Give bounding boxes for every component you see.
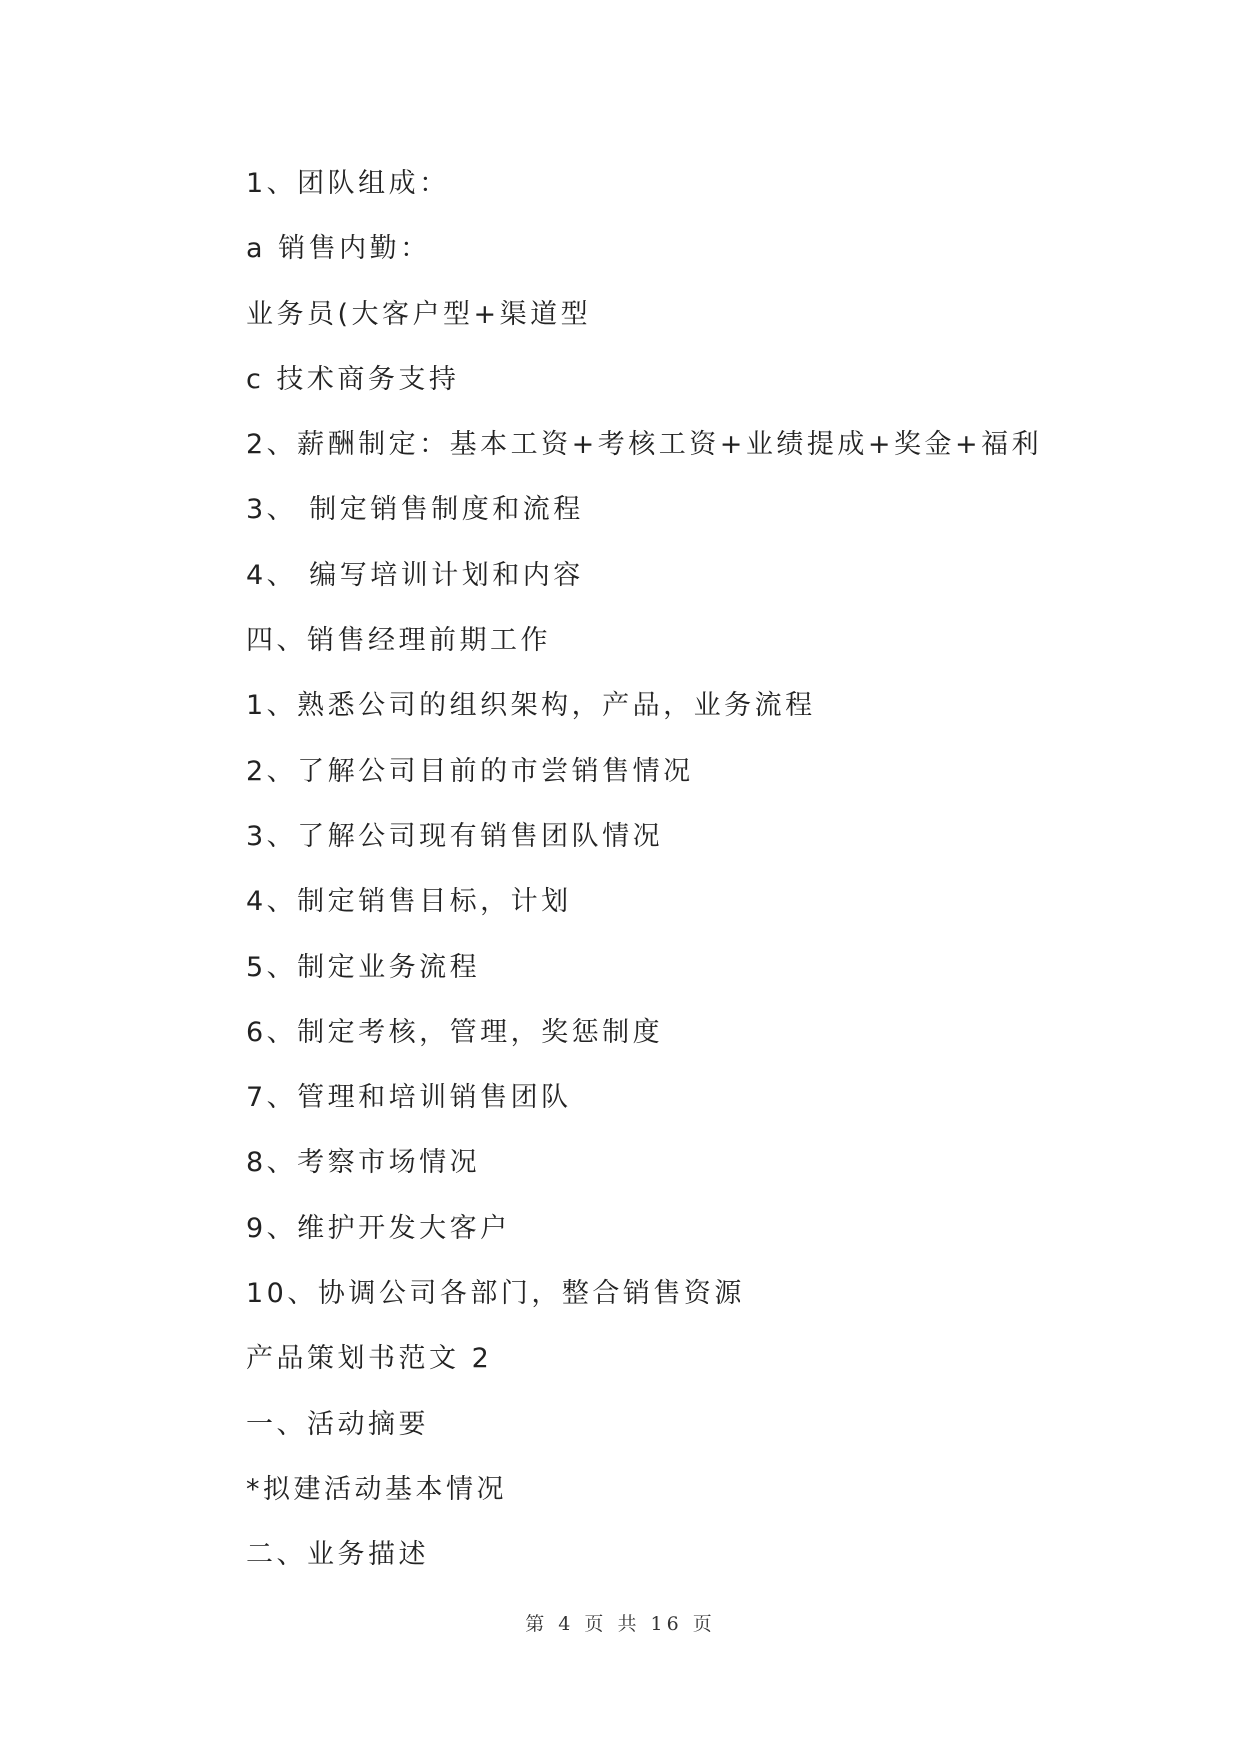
text-line: 5、制定业务流程 <box>246 951 481 983</box>
document-title: 产品策划书范文 2 <box>246 1343 493 1375</box>
text-line: 7、管理和培训销售团队 <box>246 1082 572 1114</box>
text-line: 4、 编写培训计划和内容 <box>246 559 584 591</box>
text-line: 2、了解公司目前的市尝销售情况 <box>246 755 694 787</box>
text-line: 4、制定销售目标，计划 <box>246 886 572 918</box>
text-line: 9、维护开发大客户 <box>246 1212 511 1244</box>
text-line: c 技术商务支持 <box>246 363 460 395</box>
document-body <box>246 158 1146 1595</box>
text-line: 2、薪酬制定：基本工资+考核工资+业绩提成+奖金+福利 <box>246 429 1043 461</box>
text-line: *拟建活动基本情况 <box>246 1473 507 1505</box>
section-heading: 一、活动摘要 <box>246 1408 429 1440</box>
text-line: 8、考察市场情况 <box>246 1147 481 1179</box>
page-number-footer: 第 4 页 共 16 页 <box>525 1613 716 1635</box>
text-line: 3、 制定销售制度和流程 <box>246 494 584 526</box>
text-line: 3、了解公司现有销售团队情况 <box>246 820 664 852</box>
text-line: 10、协调公司各部门，整合销售资源 <box>246 1278 745 1310</box>
text-line: 6、制定考核，管理，奖惩制度 <box>246 1016 664 1048</box>
section-heading: 二、业务描述 <box>246 1539 429 1571</box>
text-line: 1、团队组成： <box>246 168 450 199</box>
text-line: a 销售内勤： <box>246 233 431 265</box>
section-heading: 四、销售经理前期工作 <box>246 625 551 657</box>
text-line: 1、熟悉公司的组织架构，产品，业务流程 <box>246 690 816 722</box>
text-line: 业务员(大客户型+渠道型 <box>246 298 592 330</box>
